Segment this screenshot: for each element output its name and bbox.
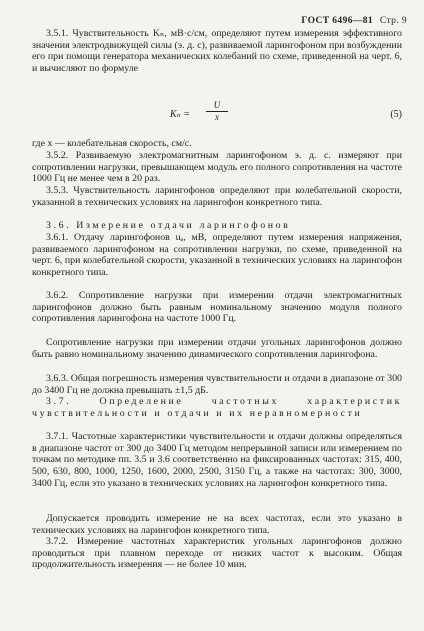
formula-explanation: где x — колебательная скорость, см/с. — [32, 138, 192, 149]
formula-number: (5) — [390, 109, 402, 120]
formula-5 — [170, 100, 402, 130]
standard-code: ГОСТ 6496—81 — [301, 16, 374, 26]
section-heading-3-7: 3.7. Определение частотных характеристик чувствительности и отдачи и их неравномерности — [32, 396, 402, 419]
page-header — [301, 16, 407, 26]
paragraph-3-5-3: 3.5.3. Чувствительность ларингофонов определяют при колебательной скорости, указанной в технических условиях на ларингофон конкретного типа. — [32, 185, 402, 208]
formula-fraction — [206, 100, 228, 123]
page-number: Стр. 9 — [379, 16, 407, 26]
paragraph-3-6-3: 3.6.3. Общая погрешность измерения чувствительности и отдачи в диапазоне от 300 до 3400 Гц не должна превышать ±1,5 дБ. — [32, 373, 402, 396]
paragraph-3-6-1: 3.6.1. Отдачу ларингофонов uₐ, мВ, определяют путем измерения напряжения, развиваемого ларингофоном на сопротивлении нагрузки, по схеме, приведенной на черт. 6, при колебательной скорости, указанной в технических условиях на ларингофон конкретного типа. — [32, 232, 402, 279]
paragraph-3-5-1: 3.5.1. Чувствительность Kₙ, мВ·с/см, определяют путем измерения эффективного значения электродвижущей силы (э. д. с), развиваемой ларингофоном при возбуждении его при помощи генератора механических колебаний по схеме, приведенной на черт. 6, и вычисляют по формуле — [32, 28, 402, 75]
paragraph-3-6-2: 3.6.2. Сопротивление нагрузки при измерении отдачи электромагнитных ларингофонов должно быть равным номинальному значению модуля полного сопротивления ларингофона на частоте 1000 Гц. — [32, 290, 402, 325]
paragraph-3-7-2: 3.7.2. Измерение частотных характеристик угольных ларингофонов должно проводиться при плавном переходе от низких частот к высоким. Общая продолжительность измерения — не более 10 мин. — [32, 536, 402, 571]
formula-lhs: Kₙ = — [170, 109, 190, 120]
section-heading-3-6: 3.6. Измерение отдачи ларингофонов — [46, 220, 291, 231]
formula-numerator: U — [206, 100, 228, 112]
paragraph-3-5-2: 3.5.2. Развиваемую электромагнитным ларингофоном э. д. с. измеряют при сопротивлении нагрузки, превышающем модуль его полного сопротивления на частоте 1000 Гц не менее чем в 20 раз. — [32, 150, 402, 185]
paragraph-3-7-1: 3.7.1. Частотные характеристики чувствительности и отдачи должны определяться в диапазоне частот от 300 до 3400 Гц методом непрерывной записи или измерением по точкам по методике пп. 3.5 и 3.6 соответственно на фиксированных частотах: 315, 400, 500, 630, 800, 1000, 1250, 1600, 2000, 2500, 3150 Гц, а также на частотах: 300, 3000, 3400 Гц, если это указано в технических условиях на ларингофон конкретного типа. — [32, 431, 402, 489]
formula-denominator: x — [215, 112, 219, 122]
paragraph-3-6-2-continued: Сопротивление нагрузки при измерении отдачи угольных ларингофонов должно быть равно номинальному значению динамического сопротивления ларингофона. — [32, 337, 402, 360]
paragraph-3-7-1-continued: Допускается проводить измерение не на всех частотах, если это указано в технических условиях на ларингофон конкретного типа. — [32, 513, 402, 536]
